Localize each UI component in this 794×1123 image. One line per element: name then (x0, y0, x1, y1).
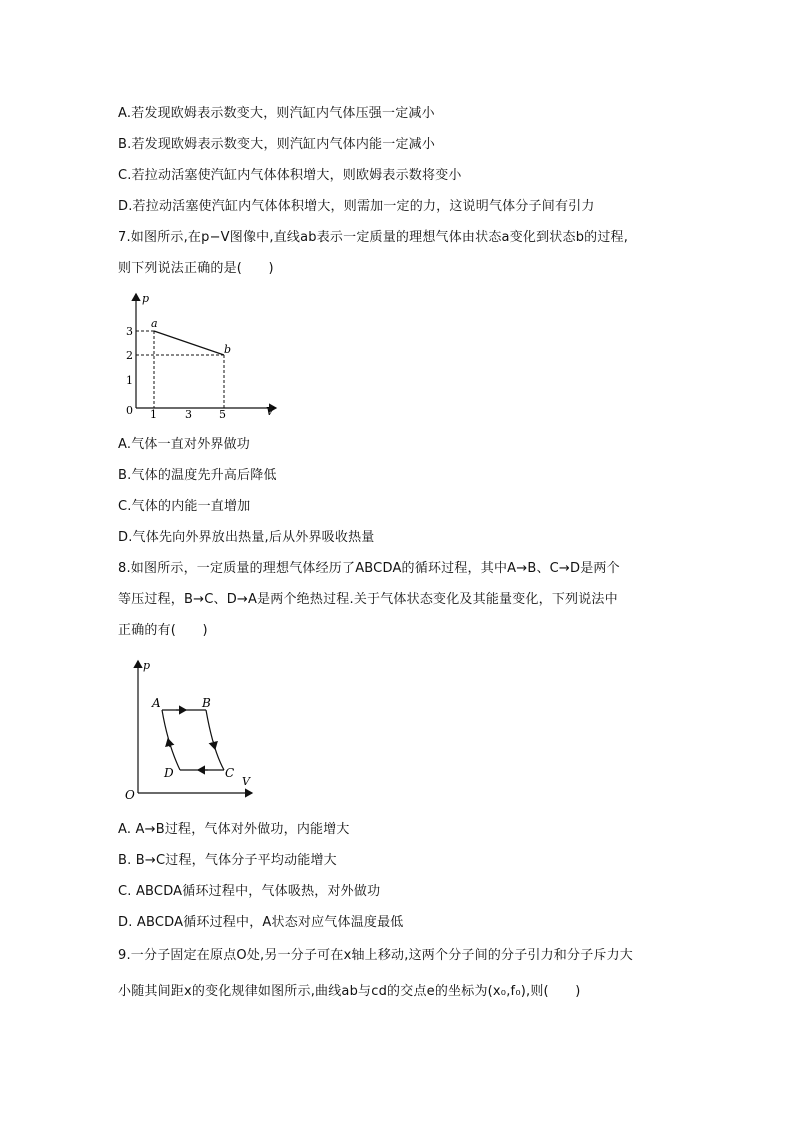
q7-x-axis-label: V (266, 405, 274, 418)
q8-option-a: A. A→B过程，气体对外做功，内能增大 (118, 822, 350, 837)
q7-stem-line-1: 7.如图所示,在p−V图像中,直线ab表示一定质量的理想气体由状态a变化到状态b的过程, (118, 230, 629, 245)
q8-stem-line-3: 正确的有( ) (118, 623, 208, 638)
q8-origin-label: O (125, 788, 135, 802)
q7-point-b-label: b (224, 343, 232, 356)
q7-option-a: A.气体一直对外界做功 (118, 437, 250, 452)
q8-option-b: B. B→C过程，气体分子平均动能增大 (118, 853, 337, 868)
q7-x-tick-5: 5 (219, 408, 226, 421)
q8-process-da (162, 710, 180, 770)
q6-option-c: C.若拉动活塞使汽缸内气体体积增大，则欧姆表示数将变小 (118, 168, 462, 183)
q8-cycle-graph (118, 655, 268, 805)
q8-arrow-bc (213, 741, 215, 749)
q8-stem-line-2: 等压过程，B→C、D→A是两个绝热过程.关于气体状态变化及其能量变化，下列说法中 (118, 592, 618, 607)
q7-y-tick-3: 3 (126, 325, 133, 338)
q7-x-tick-3: 3 (185, 408, 192, 421)
q8-option-d: D. ABCDA循环过程中，A状态对应气体温度最低 (118, 915, 404, 930)
q7-option-b: B.气体的温度先升高后降低 (118, 468, 277, 483)
q7-x-tick-1: 1 (150, 408, 157, 421)
q8-label-a: A (152, 696, 161, 710)
q8-x-axis-label: V (242, 775, 250, 788)
q7-y-tick-1: 1 (126, 374, 133, 387)
q6-option-d: D.若拉动活塞使汽缸内气体体积增大，则需加一定的力，这说明气体分子间有引力 (118, 199, 595, 214)
q7-y-tick-2: 2 (126, 349, 133, 362)
q9-stem-line-1: 9.一分子固定在原点O处,另一分子可在x轴上移动,这两个分子间的分子引力和分子斥力大 (118, 948, 633, 963)
q6-option-a: A.若发现欧姆表示数变大，则汽缸内气体压强一定减小 (118, 106, 435, 121)
q7-pv-graph (118, 288, 288, 420)
q8-label-d: D (164, 766, 174, 780)
q7-process-line-ab (154, 331, 224, 355)
q7-origin-label: 0 (126, 404, 133, 417)
q8-stem-line-1: 8.如图所示，一定质量的理想气体经历了ABCDA的循环过程，其中A→B、C→D是两个 (118, 561, 620, 576)
q7-stem-line-2: 则下列说法正确的是( ) (118, 261, 274, 276)
q6-option-b: B.若发现欧姆表示数变大，则汽缸内气体内能一定减小 (118, 137, 436, 152)
q8-option-c: C. ABCDA循环过程中，气体吸热，对外做功 (118, 884, 381, 899)
q7-option-c: C.气体的内能一直增加 (118, 499, 251, 514)
q7-point-a-label: a (151, 317, 158, 330)
q8-process-bc (206, 710, 224, 770)
q8-label-b: B (202, 696, 211, 710)
q9-stem-line-2: 小随其间距x的变化规律如图所示,曲线ab与cd的交点e的坐标为(x₀,f₀),则( ) (118, 984, 581, 999)
q7-option-d: D.气体先向外界放出热量,后从外界吸收热量 (118, 530, 375, 545)
q8-y-axis-label: p (143, 659, 151, 672)
q7-y-axis-label: p (142, 292, 150, 305)
q8-label-c: C (225, 766, 235, 780)
